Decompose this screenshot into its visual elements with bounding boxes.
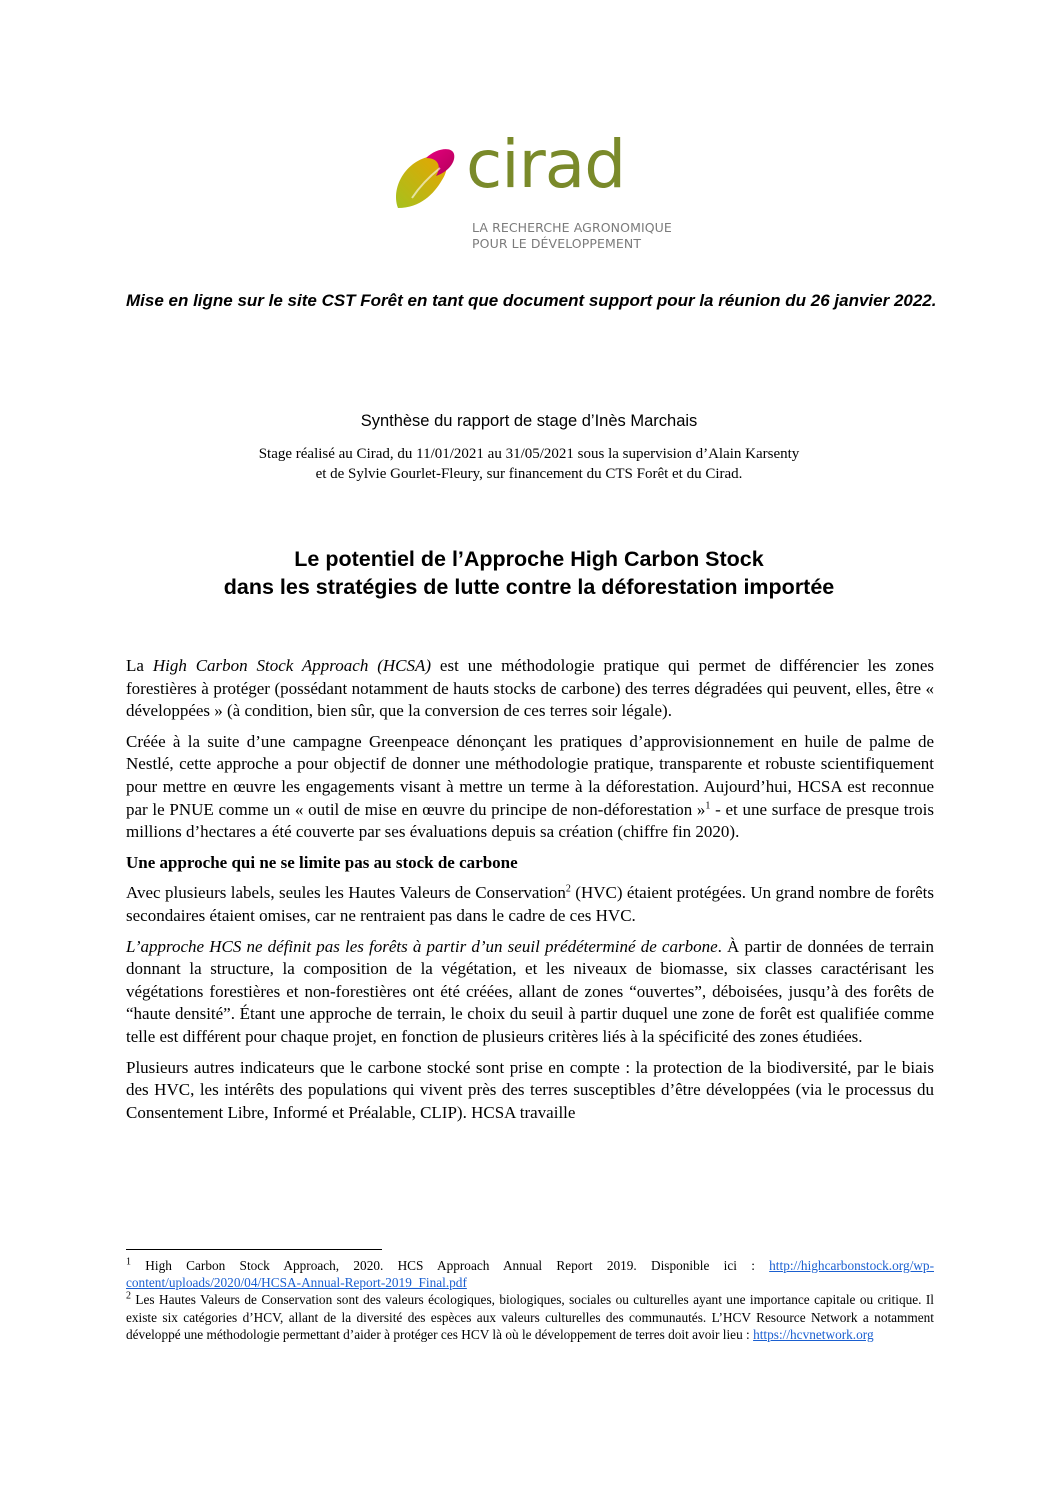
footnote-1-number: 1: [126, 1256, 131, 1268]
document-title: [0, 545, 1058, 601]
paragraph-3-text: Avec plusieurs labels, seules les Hautes Valeurs de Conservation: [126, 883, 566, 903]
footnote-2-number: 2: [126, 1290, 131, 1302]
logo-tagline-1: LA RECHERCHE AGRONOMIQUE: [472, 220, 672, 235]
footnote-2-link[interactable]: https://hcvnetwork.org: [753, 1326, 874, 1342]
footnote-separator: [126, 1249, 382, 1250]
cirad-leaf-icon: [390, 146, 470, 226]
footnote-1-text: High Carbon Stock Approach, 2020. HCS Approach Annual Report 2019. Disponible ici :: [131, 1258, 770, 1273]
footnote-ref-1[interactable]: 1: [705, 799, 711, 811]
paragraph-4-emphasis: L’approche HCS ne définit pas les forêts à partir d’un seuil prédéterminé de carbone: [126, 936, 718, 956]
paragraph-3: [126, 882, 934, 927]
footnote-1: [126, 1257, 934, 1291]
paragraph-2: [126, 731, 934, 844]
internship-line-1: Stage réalisé au Cirad, du 11/01/2021 au 31/05/2021 sous la supervision d’Alain Karsenty: [258, 446, 800, 462]
logo-tagline-2: POUR LE DÉVELOPPEMENT: [472, 236, 642, 251]
paragraph-1: [126, 655, 934, 723]
paragraph-1-term: High Carbon Stock Approach (HCSA): [152, 656, 432, 675]
paragraph-2-text: Créée à la suite d’une campagne Greenpeace dénonçant les pratiques d’approvisionnement en huile de palme de Nestlé, cette approche a pour objectif de donner une méthodologie pratique, transparente et robuste scientifiquement pour mettre en œuvre les engagements visant à mettre un terme à la déforestation. Aujourd’hui, HCSA est reconnue par le PNUE comme un « outil de mise en œuvre du principe de non-déforestation »: [126, 731, 934, 819]
internship-line-2: et de Sylvie Gourlet-Fleury, sur financement du CTS Forêt et du Cirad.: [315, 466, 743, 482]
section-heading: Une approche qui ne se limite pas au stock de carbone: [126, 852, 518, 872]
footnote-ref-2[interactable]: 2: [565, 883, 571, 895]
paragraph-4-text: . À partir de données de terrain donnant la structure, la composition de la végétation, et les niveaux de biomasse, six classes caractérisant les végétations forestières et non-forestières ont été créées, allant de zones “ouvertes”, déboisées, jusqu’à des forêts de “haute densité”. Étant une approche de terrain, le choix du seuil à partir duquel une zone de forêt est qualifiée comme telle est différent pour chaque projet, en fonction de plusieurs critères liés à la spécificité des zones étudiées.: [126, 936, 935, 1046]
footnote-2-text: Les Hautes Valeurs de Conservation sont des valeurs écologiques, biologiques, sociales ou culturelles ayant une importance capitale ou critique. Il existe six catégories d’HCV, allant de la diversité des espèces aux valeurs culturelles des communautés. L’HCV Resource Network a notamment développé une méthodologie permettant d’aider à protéger ces HCV là où le développement de terres doit avoir lieu :: [126, 1292, 934, 1342]
title-line-2: dans les stratégies de lutte contre la déforestation importée: [223, 575, 835, 599]
paragraph-2-rest: - et une surface de presque trois millions d’hectares a été couverte par ses évaluations depuis sa création (chiffre fin 2020).: [126, 799, 935, 842]
paragraph-4: [126, 936, 934, 1049]
cirad-wordmark: cirad: [466, 126, 626, 203]
title-line-1: Le potentiel de l’Approche High Carbon Stock: [294, 547, 764, 571]
paragraph-1-text: est une méthodologie pratique qui permet de différencier les zones forestières à protéger (possédant notamment de hauts stocks de carbone) des terres dégradées qui peuvent, elles, être « développées » (à condition, bien sûr, que la conversion de ces terres soir légale).: [126, 656, 934, 721]
paragraph-3-rest: (HVC) étaient protégées. Un grand nombre de forêts secondaires étaient omises, car ne rentraient pas dans le cadre de ces HVC.: [126, 883, 935, 925]
internship-details: [0, 444, 1058, 484]
paragraph-5: Plusieurs autres indicateurs que le carbone stocké sont prise en compte : la protection de la biodiversité, par le biais des HVC, les intérêts des populations qui vivent près des terres susceptibles d’être développées (via le processus du Consentement Libre, Informé et Préalable, CLIP). HCSA travaille: [126, 1057, 934, 1122]
footnote-1-link[interactable]: http://highcarbonstock.org/wp-content/uploads/2020/04/HCSA-Annual-Report-2019_Final.pdf: [126, 1258, 934, 1291]
document-body: [126, 655, 934, 1132]
publication-notice: Mise en ligne sur le site CST Forêt en tant que document support pour la réunion du 26 janvier 2022.: [126, 291, 937, 310]
footnote-2: [126, 1291, 934, 1343]
report-subtitle: Synthèse du rapport de stage d’Inès Marchais: [360, 412, 698, 430]
footnotes: [126, 1257, 934, 1343]
cirad-logo: [390, 126, 672, 256]
paragraph-1-lead: La: [126, 656, 153, 675]
